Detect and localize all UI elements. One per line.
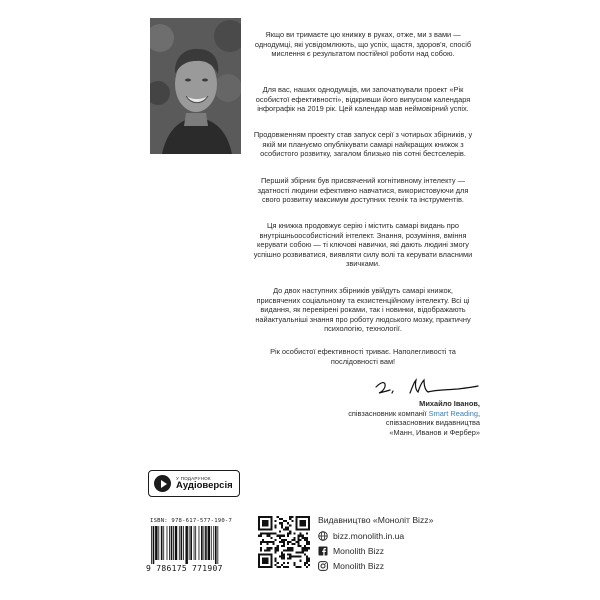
audio-badge-title: Аудіоверсія xyxy=(176,480,233,491)
author-role-1-prefix: співзасновник компанії xyxy=(348,408,429,418)
isbn-barcode xyxy=(150,526,245,564)
author-role-2: співзасновник видавництва xyxy=(385,418,480,428)
website-text: bizz.monolith.in.ua xyxy=(333,530,405,541)
intro-paragraph-6: До двох наступних збірників увійдуть самарі книжок, присвячених соціальному та екзистенційному інтелекту. Всі ці видання, як перевірені роками, так і новинки, відображають найактуальніші знання про роботу людського мозку, практичну психологію, технології. xyxy=(255,286,471,334)
author-role-3: «Манн, Иванов и Фербер» xyxy=(389,427,480,437)
contact-instagram xyxy=(318,560,488,571)
isbn-digits: 9 786175 771907 xyxy=(146,564,223,573)
intro-paragraph-7: Рік особистої ефективності триває. Наполегливості та послідовності вам! xyxy=(270,347,456,366)
intro-paragraph-2: Для вас, наших однодумців, ми започаткували проект «Рік особистої ефективності», відкривши його випуском календаря інфографік на 2019 рік. Цей календар мав неймовірний успіх. xyxy=(255,85,471,114)
author-photo xyxy=(150,18,241,154)
globe-icon xyxy=(318,531,328,541)
intro-paragraph-4: Перший збірник був присвячений когнітивному інтелекту — здатності людини ефективно навчатися, використовуючи для свого розвитку максимум доступних технік та інструментів. xyxy=(257,176,469,205)
audio-badge-gift-label: У ПОДАРУНОК xyxy=(176,476,211,481)
intro-paragraph-3: Продовженням проекту став запуск серії з чотирьох збірників, у якій ми плануємо опублікувати самарі найкращих книжок з особистого розвитку, загалом близько пів сотні бестселерів. xyxy=(253,130,473,159)
author-signature xyxy=(374,378,480,396)
intro-paragraph-1: Якщо ви тримаєте цю книжку в руках, отже, ми з вами — однодумці, які усвідомлюють, що успіх, щастя, здоров'я, спосіб мислення є результатом постійної роботи над собою. xyxy=(254,30,472,59)
author-role-1 xyxy=(300,409,480,419)
publisher-contacts xyxy=(318,515,488,571)
author-name: Михайло Іванов, xyxy=(419,399,480,408)
qr-code xyxy=(258,516,310,568)
author-attribution xyxy=(300,399,480,437)
smart-reading-company: Smart Reading xyxy=(428,408,478,418)
contact-facebook xyxy=(318,545,488,556)
author-role-1-suffix: , xyxy=(477,408,480,418)
instagram-text: Monolith Bizz xyxy=(333,560,385,571)
isbn-label: ISBN: 978-617-577-190-7 xyxy=(150,518,233,524)
play-icon xyxy=(154,475,171,492)
instagram-icon xyxy=(318,561,328,571)
facebook-text: Monolith Bizz xyxy=(333,545,385,556)
publisher-title: Видавництво «Моноліт Bizz» xyxy=(318,515,434,525)
intro-paragraph-5: Ця книжка продовжує серію і містить самарі видань про внутрішньоособистісний інтелект. Знання, розуміння, вміння керувати собою — ті ключові навички, які дають людині змогу успішно розвиватися, виявляти силу волі та керувати власними звичками. xyxy=(253,221,473,269)
audio-version-badge xyxy=(148,470,240,497)
contact-website xyxy=(318,530,488,541)
facebook-icon xyxy=(318,546,328,556)
